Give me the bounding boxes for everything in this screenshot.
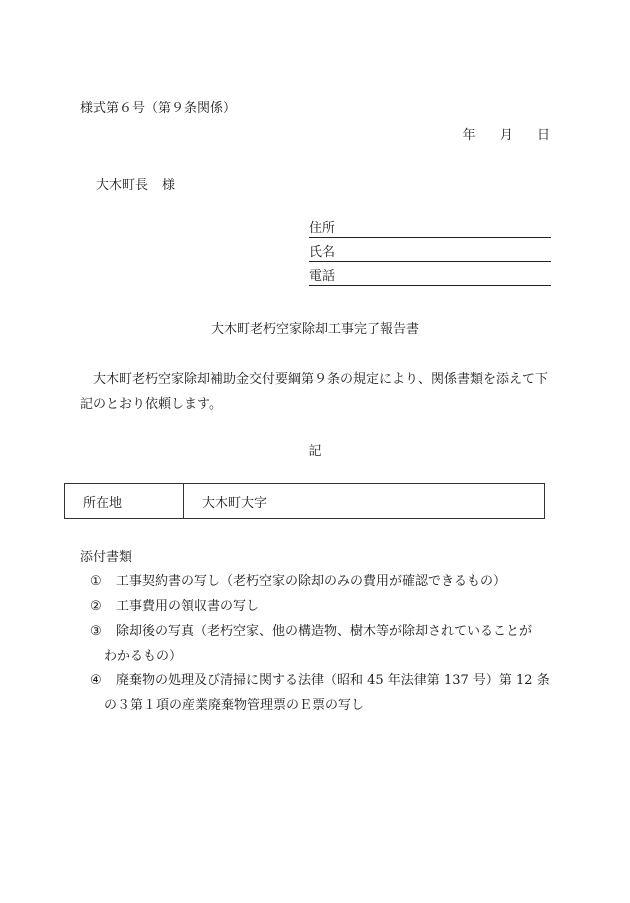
attachment-text: 廃棄物の処理及び清掃に関する法律（昭和 45 年法律第 137 号）第 12 条 xyxy=(116,673,550,688)
applicant-phone-field[interactable] xyxy=(309,263,551,286)
applicant-name-label: 氏名 xyxy=(309,245,336,260)
attachment-text: 工事契約書の写し（老朽空家の除却のみの費用が確認できるもの） xyxy=(116,574,507,589)
applicant-phone-label: 電話 xyxy=(309,269,336,284)
applicant-address-label: 住所 xyxy=(309,221,336,236)
attachment-item xyxy=(90,619,550,669)
attachment-number: ② xyxy=(90,599,102,614)
document-title: 大木町老朽空家除却工事完了報告書 xyxy=(210,322,419,337)
date-year: 年 xyxy=(462,128,476,143)
date-month: 月 xyxy=(499,128,513,143)
location-value-field[interactable]: 大木町大字 xyxy=(202,495,268,511)
ki-heading: 記 xyxy=(308,444,322,459)
date-day: 日 xyxy=(536,128,550,143)
applicant-address-field[interactable] xyxy=(309,215,551,238)
attachment-item xyxy=(90,569,550,594)
form-number: 様式第６号（第９条関係） xyxy=(80,101,237,116)
location-table xyxy=(64,483,545,519)
body-paragraph: 大木町老朽空家除却補助金交付要綱第９条の規定により、関係書類を添えて下記のとおり依頼します。 xyxy=(80,372,549,412)
attachment-text: 工事費用の領収書の写し xyxy=(116,599,260,614)
attachment-number: ① xyxy=(90,574,102,589)
location-label: 所在地 xyxy=(65,484,184,518)
attachments-heading: 添付書類 xyxy=(80,550,133,565)
attachment-item xyxy=(90,594,550,619)
attachment-text: 除却後の写真（老朽空家、他の構造物、樹木等が除却されていることが xyxy=(116,624,533,639)
attachment-item xyxy=(90,668,550,718)
applicant-name-field[interactable] xyxy=(309,239,551,262)
attachment-number: ④ xyxy=(90,673,102,688)
addressee xyxy=(96,174,175,193)
date-line xyxy=(443,124,550,143)
attachment-text-continued: の３第１項の産業廃棄物管理票のＥ票の写し xyxy=(104,698,365,713)
attachment-number: ③ xyxy=(90,624,102,639)
attachment-text-continued: わかるもの） xyxy=(104,649,183,664)
addressee-honorific: 様 xyxy=(162,178,176,193)
addressee-name: 大木町長 xyxy=(96,178,149,193)
